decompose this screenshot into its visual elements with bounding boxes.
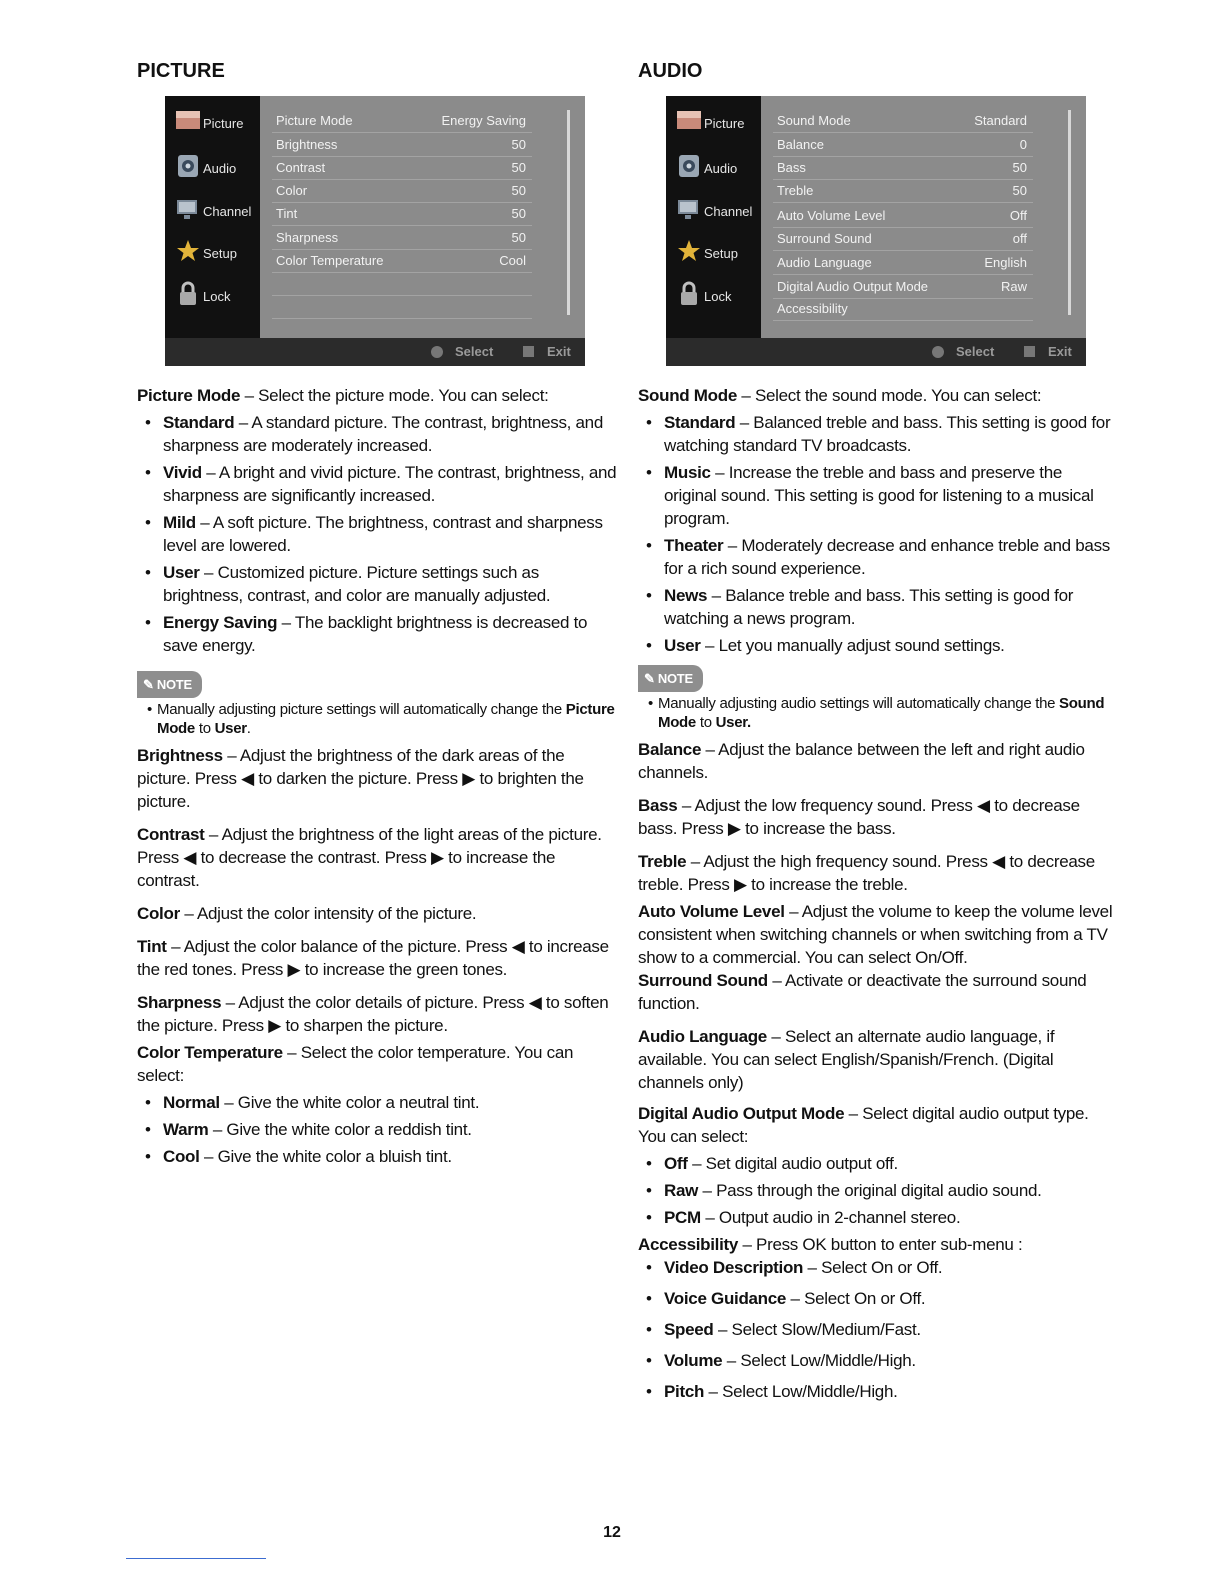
list-item (664, 534, 1118, 580)
sidebar-item-setup[interactable] (175, 236, 260, 276)
list-item (664, 634, 1118, 657)
term-text: – Give the white color a reddish tint. (208, 1120, 472, 1139)
osd-row-picture-mode[interactable] (272, 110, 532, 133)
osd-row-sound-mode[interactable] (773, 110, 1033, 133)
picture-osd-menu (165, 96, 585, 366)
note-term: User (214, 720, 247, 737)
sound-mode-intro (638, 384, 1118, 407)
pencil-icon: ✎ (143, 677, 157, 692)
osd-row-label: Color (276, 183, 308, 198)
star-icon (676, 238, 702, 264)
sidebar-label: Setup (203, 246, 237, 261)
term-text: – Adjust the volume to keep the volume level consistent when switching channels or when switching from a TV show to a commercial. You can select On/Off. (638, 902, 1113, 967)
term-text: – Adjust the low frequency sound. Press ◀ to decrease bass. Press ▶ to increase the bass. (638, 796, 1080, 838)
picture-icon (676, 108, 702, 134)
sidebar-label: Lock (704, 289, 732, 304)
note-label: NOTE (657, 671, 693, 686)
term-text: – Select the color temperature. You can select: (137, 1043, 574, 1085)
osd-row-value: 50 (511, 206, 526, 221)
list-item (163, 561, 617, 607)
picture-section-title: PICTURE (137, 60, 225, 82)
list-item (163, 411, 617, 457)
osd-row-value: 50 (1012, 160, 1027, 175)
note-text: to (194, 720, 215, 737)
osd-row-value: off (1012, 231, 1027, 246)
term-text: – Select Slow/Medium/Fast. (713, 1320, 921, 1339)
lock-icon (175, 281, 201, 307)
audio-note (638, 694, 1118, 732)
osd-row-value: Cool (499, 253, 526, 268)
sidebar-item-audio[interactable] (676, 151, 761, 191)
audio-section-title: AUDIO (638, 60, 703, 82)
list-item (163, 511, 617, 557)
sidebar-item-lock[interactable] (676, 279, 761, 319)
osd-row-value: English (984, 255, 1027, 270)
term: Sound Mode (638, 386, 737, 405)
list-item (664, 411, 1118, 457)
osd-row-value: 50 (511, 160, 526, 175)
note-text: Manually adjusting audio settings will automatically change the (658, 695, 1060, 712)
term-text: – Press OK button to enter sub-menu : (738, 1235, 1023, 1254)
osd-row-value: Raw (1000, 279, 1027, 294)
term-text: – Give the white color a bluish tint. (199, 1147, 452, 1166)
osd-row-value: Energy Saving (441, 113, 526, 128)
osd-row-surround-sound[interactable] (773, 228, 1033, 251)
page-number: 12 (603, 1524, 621, 1541)
term: User (664, 636, 701, 655)
list-item (664, 1349, 1118, 1372)
term-text: – Activate or deactivate the surround sound function. (638, 971, 1087, 1013)
term-text: – Select Low/Middle/High. (704, 1382, 898, 1401)
note-text: to (695, 714, 716, 731)
osd-row-label: Accessibility (777, 301, 848, 316)
note-label: NOTE (156, 677, 192, 692)
term: Color (137, 904, 180, 923)
osd-footer (165, 338, 585, 366)
setting-color (137, 902, 617, 925)
term-text: – Adjust the brightness of the dark areas of the picture. Press ◀ to darken the picture. Press ▶ to brighten the picture. (137, 746, 584, 811)
list-item (664, 1206, 1118, 1229)
osd-row-auto-volume-level[interactable] (773, 205, 1033, 228)
term: Tint (137, 937, 167, 956)
setting-balance (638, 738, 1118, 784)
osd-row-balance[interactable] (773, 134, 1033, 157)
osd-row-label: Surround Sound (777, 231, 872, 246)
term: Contrast (137, 825, 205, 844)
osd-scrollbar[interactable] (1068, 110, 1071, 315)
output-mode-list (638, 1152, 1118, 1229)
osd-row-label: Brightness (276, 137, 338, 152)
term-text: – Select the sound mode. You can select: (736, 386, 1042, 405)
term: Normal (163, 1093, 220, 1112)
term: PCM (664, 1208, 701, 1227)
osd-row-brightness[interactable] (272, 134, 532, 157)
term: Pitch (664, 1382, 705, 1401)
satellite-dish-icon (175, 196, 201, 222)
term: Warm (163, 1120, 209, 1139)
term: Music (664, 463, 711, 482)
term-text: – Adjust the balance between the left and right audio channels. (638, 740, 1085, 782)
list-item (664, 1179, 1118, 1202)
term: Video Description (664, 1258, 804, 1277)
note-term: Picture Mode (157, 701, 615, 737)
setting-bass (638, 794, 1118, 840)
osd-row-value: 50 (511, 137, 526, 152)
osd-row-color-temperature[interactable] (272, 250, 532, 273)
osd-row-label: Picture Mode (276, 113, 353, 128)
osd-sidebar (165, 96, 260, 338)
list-item (163, 611, 617, 657)
osd-row-value: 50 (1012, 183, 1027, 198)
osd-row-label: Color Temperature (276, 253, 384, 268)
term-text: – Select the picture mode. You can select: (240, 386, 549, 405)
osd-row-label: Audio Language (777, 255, 872, 270)
picture-description (137, 384, 617, 1168)
term: News (664, 586, 708, 605)
term: Voice Guidance (664, 1289, 787, 1308)
osd-exit-hint[interactable]: Exit (1048, 344, 1072, 359)
term: Raw (664, 1181, 699, 1200)
term: Off (664, 1154, 688, 1173)
term: Standard (163, 413, 235, 432)
osd-row-label: Bass (777, 160, 806, 175)
osd-row-label: Treble (777, 183, 814, 198)
setting-treble (638, 850, 1118, 896)
satellite-dish-icon (676, 196, 702, 222)
term-text: – Balanced treble and bass. This setting is good for watching standard TV broadcasts. (664, 413, 1111, 455)
osd-row-label: Balance (777, 137, 824, 152)
term-text: – Output audio in 2-channel stereo. (700, 1208, 961, 1227)
setting-digital-audio-output-mode (638, 1102, 1118, 1148)
setting-color-temperature (137, 1041, 617, 1087)
osd-footer (666, 338, 1086, 366)
term: Auto Volume Level (638, 902, 785, 921)
term-text: – Balance treble and bass. This setting is good for watching a news program. (664, 586, 1074, 628)
audio-column (638, 60, 1118, 1411)
color-temperature-list (137, 1091, 617, 1168)
term: Volume (664, 1351, 723, 1370)
sidebar-item-audio[interactable] (175, 151, 260, 191)
list-item (163, 1118, 617, 1141)
audio-osd-menu (666, 96, 1086, 366)
osd-scrollbar[interactable] (567, 110, 570, 315)
osd-settings-panel (761, 96, 1086, 338)
picture-column (137, 60, 617, 1172)
osd-row-label: Sound Mode (777, 113, 851, 128)
picture-mode-intro (137, 384, 617, 407)
term-text: – The backlight brightness is decreased to save energy. (163, 613, 588, 655)
speaker-icon (175, 153, 201, 179)
accessibility-list (638, 1256, 1118, 1403)
term: Color Temperature (137, 1043, 283, 1062)
setting-accessibility (638, 1233, 1118, 1256)
term-text: – Pass through the original digital audio sound. (698, 1181, 1042, 1200)
picture-mode-list (137, 411, 617, 657)
sidebar-label: Channel (203, 204, 252, 219)
list-item (664, 1152, 1118, 1175)
exit-icon (523, 346, 534, 357)
term-text: – Select On or Off. (803, 1258, 943, 1277)
term: Balance (638, 740, 702, 759)
term: Speed (664, 1320, 714, 1339)
osd-row-value: Standard (974, 113, 1027, 128)
osd-row-label: Tint (276, 206, 298, 221)
term: Bass (638, 796, 678, 815)
term: Vivid (163, 463, 202, 482)
osd-row-value: 50 (511, 183, 526, 198)
setting-tint (137, 935, 617, 981)
term-text: – A standard picture. The contrast, brightness, and sharpness are moderately increased. (163, 413, 603, 455)
exit-icon (1024, 346, 1035, 357)
picture-icon (175, 108, 201, 134)
term-text: – Adjust the brightness of the light areas of the picture. Press ◀ to decrease the contrast. Press ▶ to increase the contrast. (137, 825, 602, 890)
osd-settings-panel (260, 96, 585, 338)
osd-row-treble[interactable] (773, 180, 1033, 203)
sound-mode-list (638, 411, 1118, 657)
osd-row-empty (272, 273, 532, 296)
term: Treble (638, 852, 687, 871)
term-text: – Customized picture. Picture settings such as brightness, contrast, and color are manually adjusted. (163, 563, 551, 605)
osd-row-bass[interactable] (773, 157, 1033, 180)
osd-row-label: Auto Volume Level (777, 208, 886, 223)
term-text: – Select an alternate audio language, if available. You can select English/Spanish/French. (Digital channels only) (638, 1027, 1055, 1092)
sidebar-item-picture[interactable] (175, 106, 260, 146)
footer-rule (126, 1558, 266, 1559)
term: Audio Language (638, 1027, 767, 1046)
star-icon (175, 238, 201, 264)
term: Mild (163, 513, 196, 532)
list-item (664, 461, 1118, 530)
term-text: – A soft picture. The brightness, contrast and sharpness level are lowered. (163, 513, 603, 555)
list-item (163, 1145, 617, 1168)
term-text: – Select digital audio output type. You can select: (638, 1104, 1089, 1146)
sidebar-item-channel[interactable] (175, 194, 260, 234)
osd-select-hint[interactable]: Select (956, 344, 995, 359)
term: Energy Saving (163, 613, 278, 632)
term: Sharpness (137, 993, 222, 1012)
term-text: – Select On or Off. (786, 1289, 926, 1308)
list-item (664, 584, 1118, 630)
term-text: – A bright and vivid picture. The contrast, brightness, and sharpness are significantly increased. (163, 463, 617, 505)
term-text: – Select Low/Middle/High. (722, 1351, 916, 1370)
term-text: – Adjust the color balance of the picture. Press ◀ to increase the red tones. Press ▶ to increase the green tones. (137, 937, 609, 979)
osd-row-label: Digital Audio Output Mode (777, 279, 929, 294)
sidebar-item-channel[interactable] (676, 194, 761, 234)
term: Standard (664, 413, 736, 432)
note-text: . (246, 720, 251, 737)
osd-sidebar (666, 96, 761, 338)
osd-row-contrast[interactable] (272, 157, 532, 180)
osd-row-tint[interactable] (272, 203, 532, 226)
term: Brightness (137, 746, 223, 765)
select-icon (932, 346, 944, 358)
list-item (664, 1380, 1118, 1403)
sidebar-item-setup[interactable] (676, 236, 761, 276)
sidebar-label: Picture (203, 116, 244, 131)
osd-row-digital-audio-output-mode[interactable] (773, 276, 1033, 299)
list-item (664, 1287, 1118, 1310)
setting-surround-sound (638, 969, 1118, 1015)
speaker-icon (676, 153, 702, 179)
sidebar-item-picture[interactable] (676, 106, 761, 146)
term: Cool (163, 1147, 200, 1166)
osd-row-accessibility[interactable] (773, 298, 1033, 321)
osd-row-value: 50 (511, 230, 526, 245)
list-item (163, 1091, 617, 1114)
sidebar-label: Audio (704, 161, 738, 176)
term: Accessibility (638, 1235, 739, 1254)
osd-row-audio-language[interactable] (773, 252, 1033, 275)
osd-row-sharpness[interactable] (272, 227, 532, 250)
lock-icon (676, 281, 702, 307)
osd-select-hint[interactable]: Select (455, 344, 494, 359)
audio-description (638, 384, 1118, 1403)
setting-contrast (137, 823, 617, 892)
setting-auto-volume-level (638, 900, 1118, 969)
term-text: – Adjust the color intensity of the picture. (179, 904, 477, 923)
osd-row-value: 0 (1019, 137, 1027, 152)
osd-row-value: Off (1009, 208, 1027, 223)
osd-row-color[interactable] (272, 180, 532, 203)
note-badge (638, 665, 703, 692)
osd-exit-hint[interactable]: Exit (547, 344, 571, 359)
term: User (163, 563, 200, 582)
note-term: Sound Mode (658, 695, 1105, 731)
term-text: – Set digital audio output off. (687, 1154, 898, 1173)
note-text: Manually adjusting picture settings will automatically change the (157, 701, 566, 718)
term-text: – Adjust the color details of picture. Press ◀ to soften the picture. Press ▶ to sharpen the picture. (137, 993, 609, 1035)
osd-row-label: Sharpness (276, 230, 339, 245)
setting-audio-language (638, 1025, 1118, 1094)
sidebar-label: Channel (704, 204, 753, 219)
setting-sharpness (137, 991, 617, 1037)
term: Surround Sound (638, 971, 768, 990)
osd-row-empty (272, 296, 532, 319)
list-item (664, 1318, 1118, 1341)
sidebar-label: Picture (704, 116, 745, 131)
sidebar-label: Setup (704, 246, 738, 261)
sidebar-label: Audio (203, 161, 237, 176)
select-icon (431, 346, 443, 358)
note-badge (137, 671, 202, 698)
term-text: – Moderately decrease and enhance treble and bass for a rich sound experience. (664, 536, 1110, 578)
term: Theater (664, 536, 724, 555)
pencil-icon: ✎ (644, 671, 658, 686)
term-text: – Adjust the high frequency sound. Press ◀ to decrease treble. Press ▶ to increase the treble. (638, 852, 1095, 894)
list-item (664, 1256, 1118, 1279)
picture-note (137, 700, 617, 738)
note-term: User. (715, 714, 751, 731)
sidebar-label: Lock (203, 289, 231, 304)
list-item (163, 461, 617, 507)
term-text: – Let you manually adjust sound settings. (700, 636, 1005, 655)
term: Picture Mode (137, 386, 241, 405)
term-text: – Give the white color a neutral tint. (219, 1093, 480, 1112)
term: Digital Audio Output Mode (638, 1104, 845, 1123)
setting-brightness (137, 744, 617, 813)
term-text: – Increase the treble and bass and preserve the original sound. This setting is good for listening to a musical program. (664, 463, 1094, 528)
osd-row-label: Contrast (276, 160, 326, 175)
sidebar-item-lock[interactable] (175, 279, 260, 319)
